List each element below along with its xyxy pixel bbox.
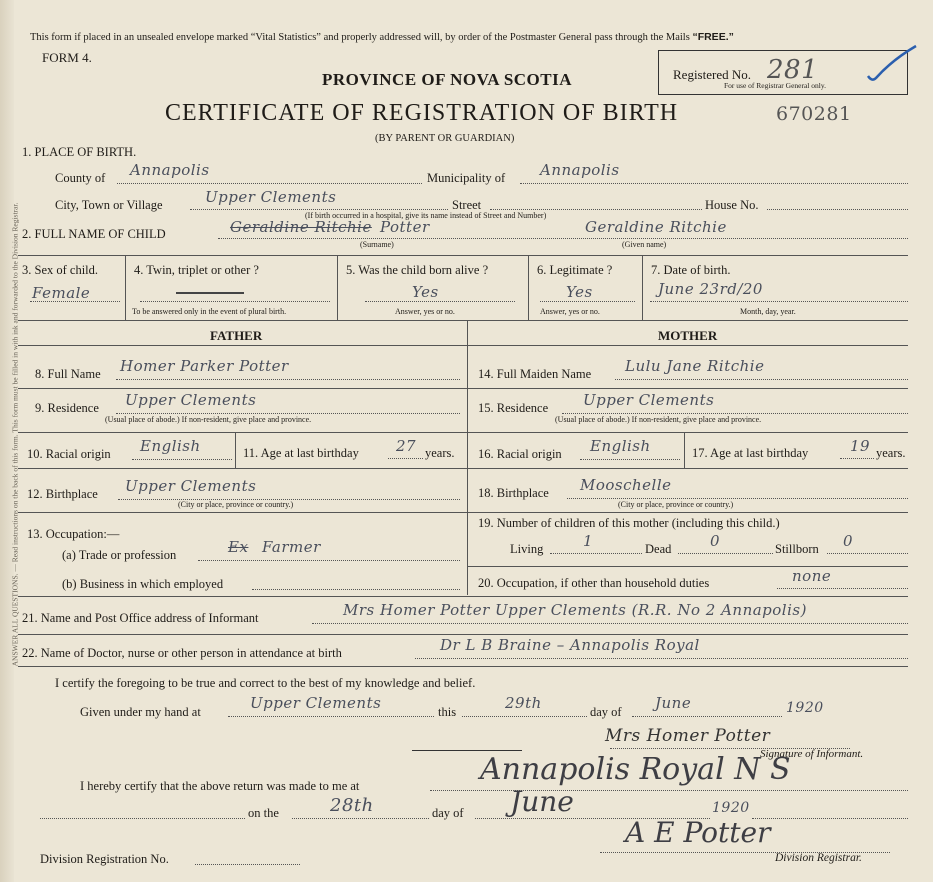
father-age-label: 11. Age at last birthday	[243, 446, 359, 460]
sex-value: Female	[32, 284, 91, 302]
city-value: Upper Clements	[205, 188, 337, 206]
informant-signature: Mrs Homer Potter	[605, 726, 771, 746]
mother-stillborn-label: Stillborn	[775, 542, 819, 556]
short-divider	[412, 750, 522, 751]
city-label: City, Town or Village	[55, 198, 163, 212]
mother-occ-label: 20. Occupation, if other than household duties	[478, 576, 710, 590]
date-label: 7. Date of birth.	[651, 263, 731, 277]
father-res-label: 9. Residence	[35, 401, 99, 415]
postal-notice-text: This form if placed in an unsealed envelope marked “Vital Statistics” and properly addressed will, by order of the Postmaster General pass through the Mails	[30, 32, 690, 43]
given-place-value: Upper Clements	[250, 694, 382, 712]
mother-racial-value: English	[590, 437, 651, 455]
father-bp-label: 12. Birthplace	[27, 487, 98, 501]
legit-label: 6. Legitimate ?	[537, 263, 613, 277]
child-given-name: Geraldine Ritchie	[585, 218, 727, 236]
father-name-label: 8. Full Name	[35, 367, 101, 381]
margin-text: ANSWER ALL QUESTIONS. — Read instructions on the back of this form. This form must be filled in with ink and forwarded to the Division Registrar.	[10, 202, 20, 667]
mother-bp-value: Mooschelle	[580, 476, 672, 494]
registrar-year-value: 1920	[712, 800, 750, 816]
form-number: FORM 4.	[42, 50, 92, 65]
registrar-cert-text: I hereby certify that the above return was made to me at	[80, 779, 360, 793]
date-note: Month, day, year.	[740, 307, 796, 316]
day-of-label: day of	[590, 705, 622, 719]
given-month-value: June	[655, 694, 692, 712]
child-name-label: 2. FULL NAME OF CHILD	[22, 227, 166, 241]
house-label: House No.	[705, 198, 759, 212]
left-margin-edge	[0, 0, 20, 882]
alive-note: Answer, yes or no.	[395, 307, 455, 316]
mother-res-label: 15. Residence	[478, 401, 549, 415]
mother-res-value: Upper Clements	[583, 391, 715, 409]
mother-bp-note: (City or place, province or country.)	[618, 500, 734, 509]
reg-day-of-label: day of	[432, 806, 464, 820]
mother-dead-label: Dead	[645, 542, 672, 556]
father-age-value: 27	[396, 437, 417, 455]
mother-age-value: 19	[850, 437, 871, 455]
registered-label: Registered No.	[673, 67, 751, 82]
twin-note: To be answered only in the event of plural birth.	[132, 307, 287, 316]
mother-age-label: 17. Age at last birthday	[692, 446, 809, 460]
on-the-label: on the	[248, 806, 279, 820]
child-surname: Potter	[380, 218, 430, 236]
hospital-note: (If birth occurred in a hospital, give its name instead of Street and Number)	[305, 211, 547, 220]
mother-name-value: Lulu Jane Ritchie	[625, 357, 765, 375]
father-racial-value: English	[140, 437, 201, 455]
province-heading: PROVINCE OF NOVA SCOTIA	[322, 70, 573, 89]
legit-note: Answer, yes or no.	[540, 307, 600, 316]
municipality-label: Municipality of	[427, 171, 506, 185]
mother-racial-label: 16. Racial origin	[478, 447, 562, 461]
county-value: Annapolis	[130, 161, 210, 179]
postal-notice	[30, 31, 734, 43]
father-years-label: years.	[425, 446, 455, 460]
alive-value: Yes	[412, 283, 439, 301]
signature-informant-label: Signature of Informant.	[760, 748, 864, 760]
informant-label: 21. Name and Post Office address of Informant	[22, 611, 259, 625]
given-year-value: 1920	[786, 700, 824, 716]
mother-name-label: 14. Full Maiden Name	[478, 367, 592, 381]
father-business-label: (b) Business in which employed	[62, 577, 224, 591]
mother-children-label: 19. Number of children of this mother (including this child.)	[478, 516, 780, 530]
mother-years-label: years.	[876, 446, 906, 460]
father-trade-struck: Ex	[228, 538, 249, 556]
certify-text: I certify the foregoing to be true and correct to the best of my knowledge and belief.	[55, 676, 476, 690]
surname-label: (Surname)	[360, 240, 394, 249]
father-racial-label: 10. Racial origin	[27, 447, 111, 461]
mother-heading: MOTHER	[658, 328, 718, 343]
certificate-subtitle: (BY PARENT OR GUARDIAN)	[375, 133, 515, 144]
certificate-title: CERTIFICATE OF REGISTRATION OF BIRTH	[165, 100, 679, 126]
alive-label: 5. Was the child born alive ?	[346, 263, 489, 277]
father-trade-value: Farmer	[262, 538, 321, 556]
mother-res-note: (Usual place of abode.) If non-resident, give place and province.	[555, 415, 762, 424]
registrar-signature: A E Potter	[625, 816, 771, 849]
mother-dead-value: 0	[710, 532, 721, 550]
mother-occ-value: none	[792, 567, 832, 585]
registrar-place-value: Annapolis Royal N S	[480, 752, 791, 787]
informant-value: Mrs Homer Potter Upper Clements (R.R. No 2 Annapolis)	[343, 601, 807, 619]
div-reg-no-label: Division Registration No.	[40, 852, 169, 866]
sex-label: 3. Sex of child.	[22, 263, 99, 277]
county-label: County of	[55, 171, 106, 185]
registrar-day-value: 28th	[330, 795, 374, 816]
given-name-label: (Given name)	[622, 240, 667, 249]
street-label: Street	[452, 198, 482, 212]
father-occ-label: 13. Occupation:—	[27, 527, 120, 541]
place-heading: 1. PLACE OF BIRTH.	[22, 145, 137, 159]
division-registrar-label: Division Registrar.	[775, 852, 862, 864]
given-under-label: Given under my hand at	[80, 705, 201, 719]
mother-stillborn-value: 0	[843, 532, 854, 550]
mother-bp-label: 18. Birthplace	[478, 486, 549, 500]
stamp-number: 670281	[776, 103, 852, 125]
father-heading: FATHER	[210, 328, 263, 343]
father-res-note: (Usual place of abode.) If non-resident, give place and province.	[105, 415, 312, 424]
registered-note: For use of Registrar General only.	[724, 81, 826, 90]
twin-label: 4. Twin, triplet or other ?	[134, 263, 259, 277]
father-bp-note: (City or place, province or country.)	[178, 500, 294, 509]
registrar-month-value: June	[510, 785, 574, 818]
child-name-struck: Geraldine Ritchie	[230, 218, 372, 236]
father-name-value: Homer Parker Potter	[120, 357, 289, 375]
twin-dash	[176, 292, 244, 294]
mother-living-value: 1	[583, 532, 594, 550]
father-res-value: Upper Clements	[125, 391, 257, 409]
checkmark-icon	[862, 42, 922, 87]
date-value: June 23rd/20	[658, 280, 763, 298]
father-trade-label: (a) Trade or profession	[62, 548, 177, 562]
father-bp-value: Upper Clements	[125, 477, 257, 495]
legit-value: Yes	[566, 283, 593, 301]
municipality-value: Annapolis	[540, 161, 620, 179]
registered-value: 281	[767, 55, 819, 85]
given-day-value: 29th	[505, 694, 542, 712]
doctor-label: 22. Name of Doctor, nurse or other person in attendance at birth	[22, 646, 342, 660]
doctor-value: Dr L B Braine – Annapolis Royal	[440, 636, 700, 654]
mother-living-label: Living	[510, 542, 544, 556]
this-label: this	[438, 705, 457, 719]
postal-notice-free: “FREE.”	[692, 31, 734, 43]
